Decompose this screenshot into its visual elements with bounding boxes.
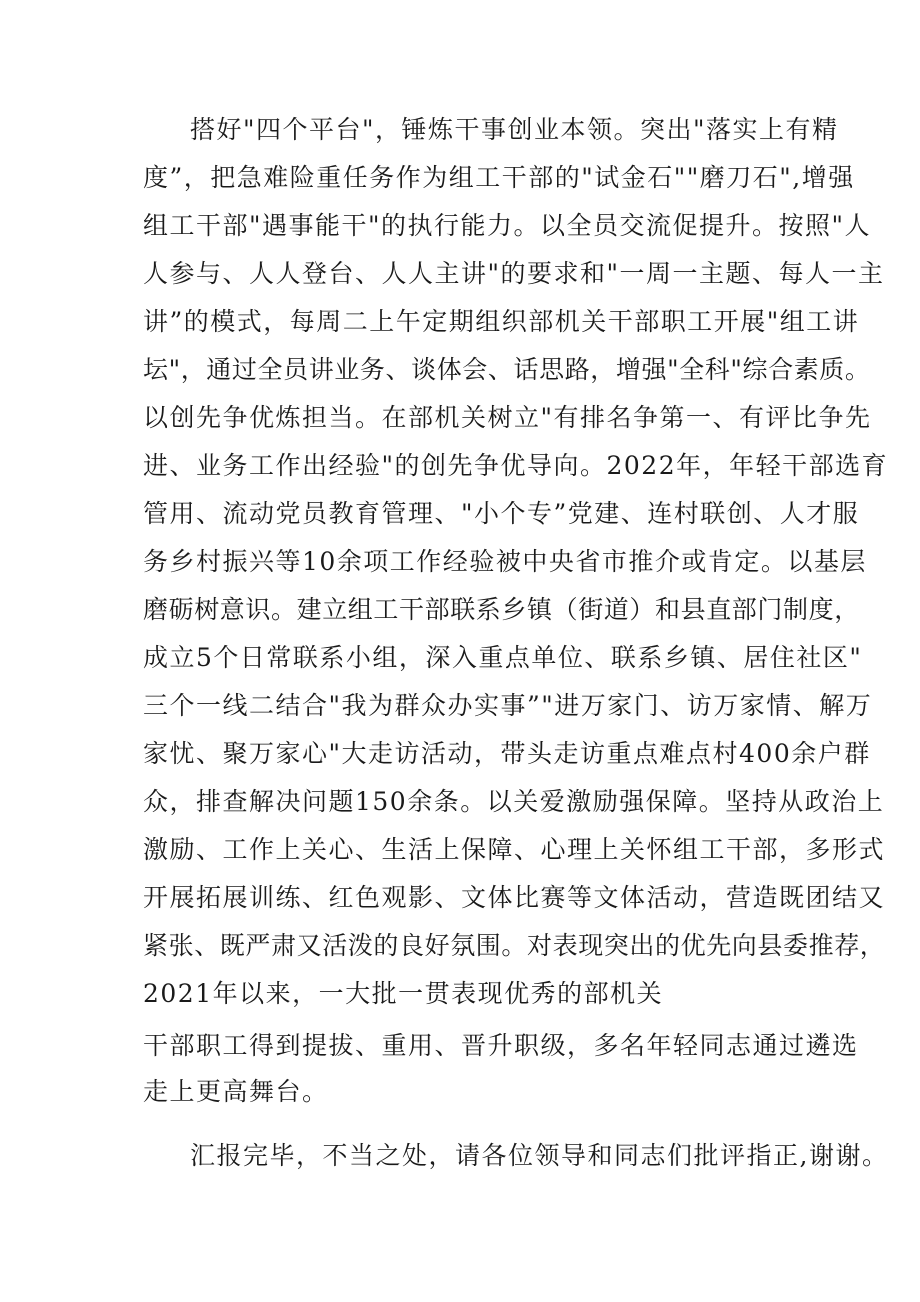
closing-text-line: 汇报完毕，不当之处，请各位领导和同志们批评指正,谢谢。 <box>190 1141 889 1170</box>
body-text-line: 搭好"四个平台"，锤炼干事创业本领。突出"落实上有精 <box>190 115 839 144</box>
body-text-line: 进、业务工作出经验"的创先争优导向。2022年，年轻干部选育 <box>143 451 889 480</box>
body-text-line: 三个一线二结合"我为群众办实事”"进万家门、访万家情、解万 <box>143 691 873 720</box>
body-text-line: 人参与、人人登台、人人主讲"的要求和"一周一主题、每人一主 <box>143 259 885 288</box>
body-text-line: 成立5个日常联系小组，深入重点单位、联系乡镇、居住社区" <box>143 643 863 672</box>
body-text-line: 坛"，通过全员讲业务、谈体会、话思路，增强"全科"综合素质。 <box>143 355 871 384</box>
body-text-line: 家忧、聚万家心"大走访活动，带头走访重点难点村400余户群 <box>143 739 871 768</box>
body-text-line: 以创先争优炼担当。在部机关树立"有排名争第一、有评比争先 <box>143 403 872 432</box>
body-text-line: 开展拓展训练、红色观影、文体比赛等文体活动，营造既团结又 <box>143 883 886 912</box>
body-text-line: 讲”的模式，每周二上午定期组织部机关干部职工开展"组工讲 <box>143 307 860 336</box>
body-text-line: 2021年以来，一大批一贯表现优秀的部机关 <box>143 979 664 1008</box>
body-text-line: 组工干部"遇事能干"的执行能力。以全员交流促提升。按照"人 <box>143 211 871 240</box>
body-text-line: 众，排查解决问题150余条。以关爱激励强保障。坚持从政治上 <box>143 787 885 816</box>
body-text-line: 走上更高舞台。 <box>143 1077 329 1106</box>
body-text-line: 磨砺树意识。建立组工干部联系乡镇（街道）和县直部门制度， <box>143 595 860 624</box>
body-text-line: 紧张、既严肃又活泼的良好氛围。对表现突出的优先向县委推荐， <box>143 931 886 960</box>
body-text-line: 度”，把急难险重任务作为组工干部的"试金石""磨刀石",增强 <box>143 163 855 192</box>
body-text-line: 务乡村振兴等10余项工作经验被中央省市推介或肯定。以基层 <box>143 547 867 576</box>
body-text-line: 管用、流动党员教育管理、"小个专”党建、连村联创、人才服 <box>143 499 860 528</box>
body-text-line: 激励、工作上关心、生活上保障、心理上关怀组工干部，多形式 <box>143 835 886 864</box>
body-text-line: 干部职工得到提拔、重用、晋升职级，多名年轻同志通过遴选 <box>143 1031 859 1060</box>
